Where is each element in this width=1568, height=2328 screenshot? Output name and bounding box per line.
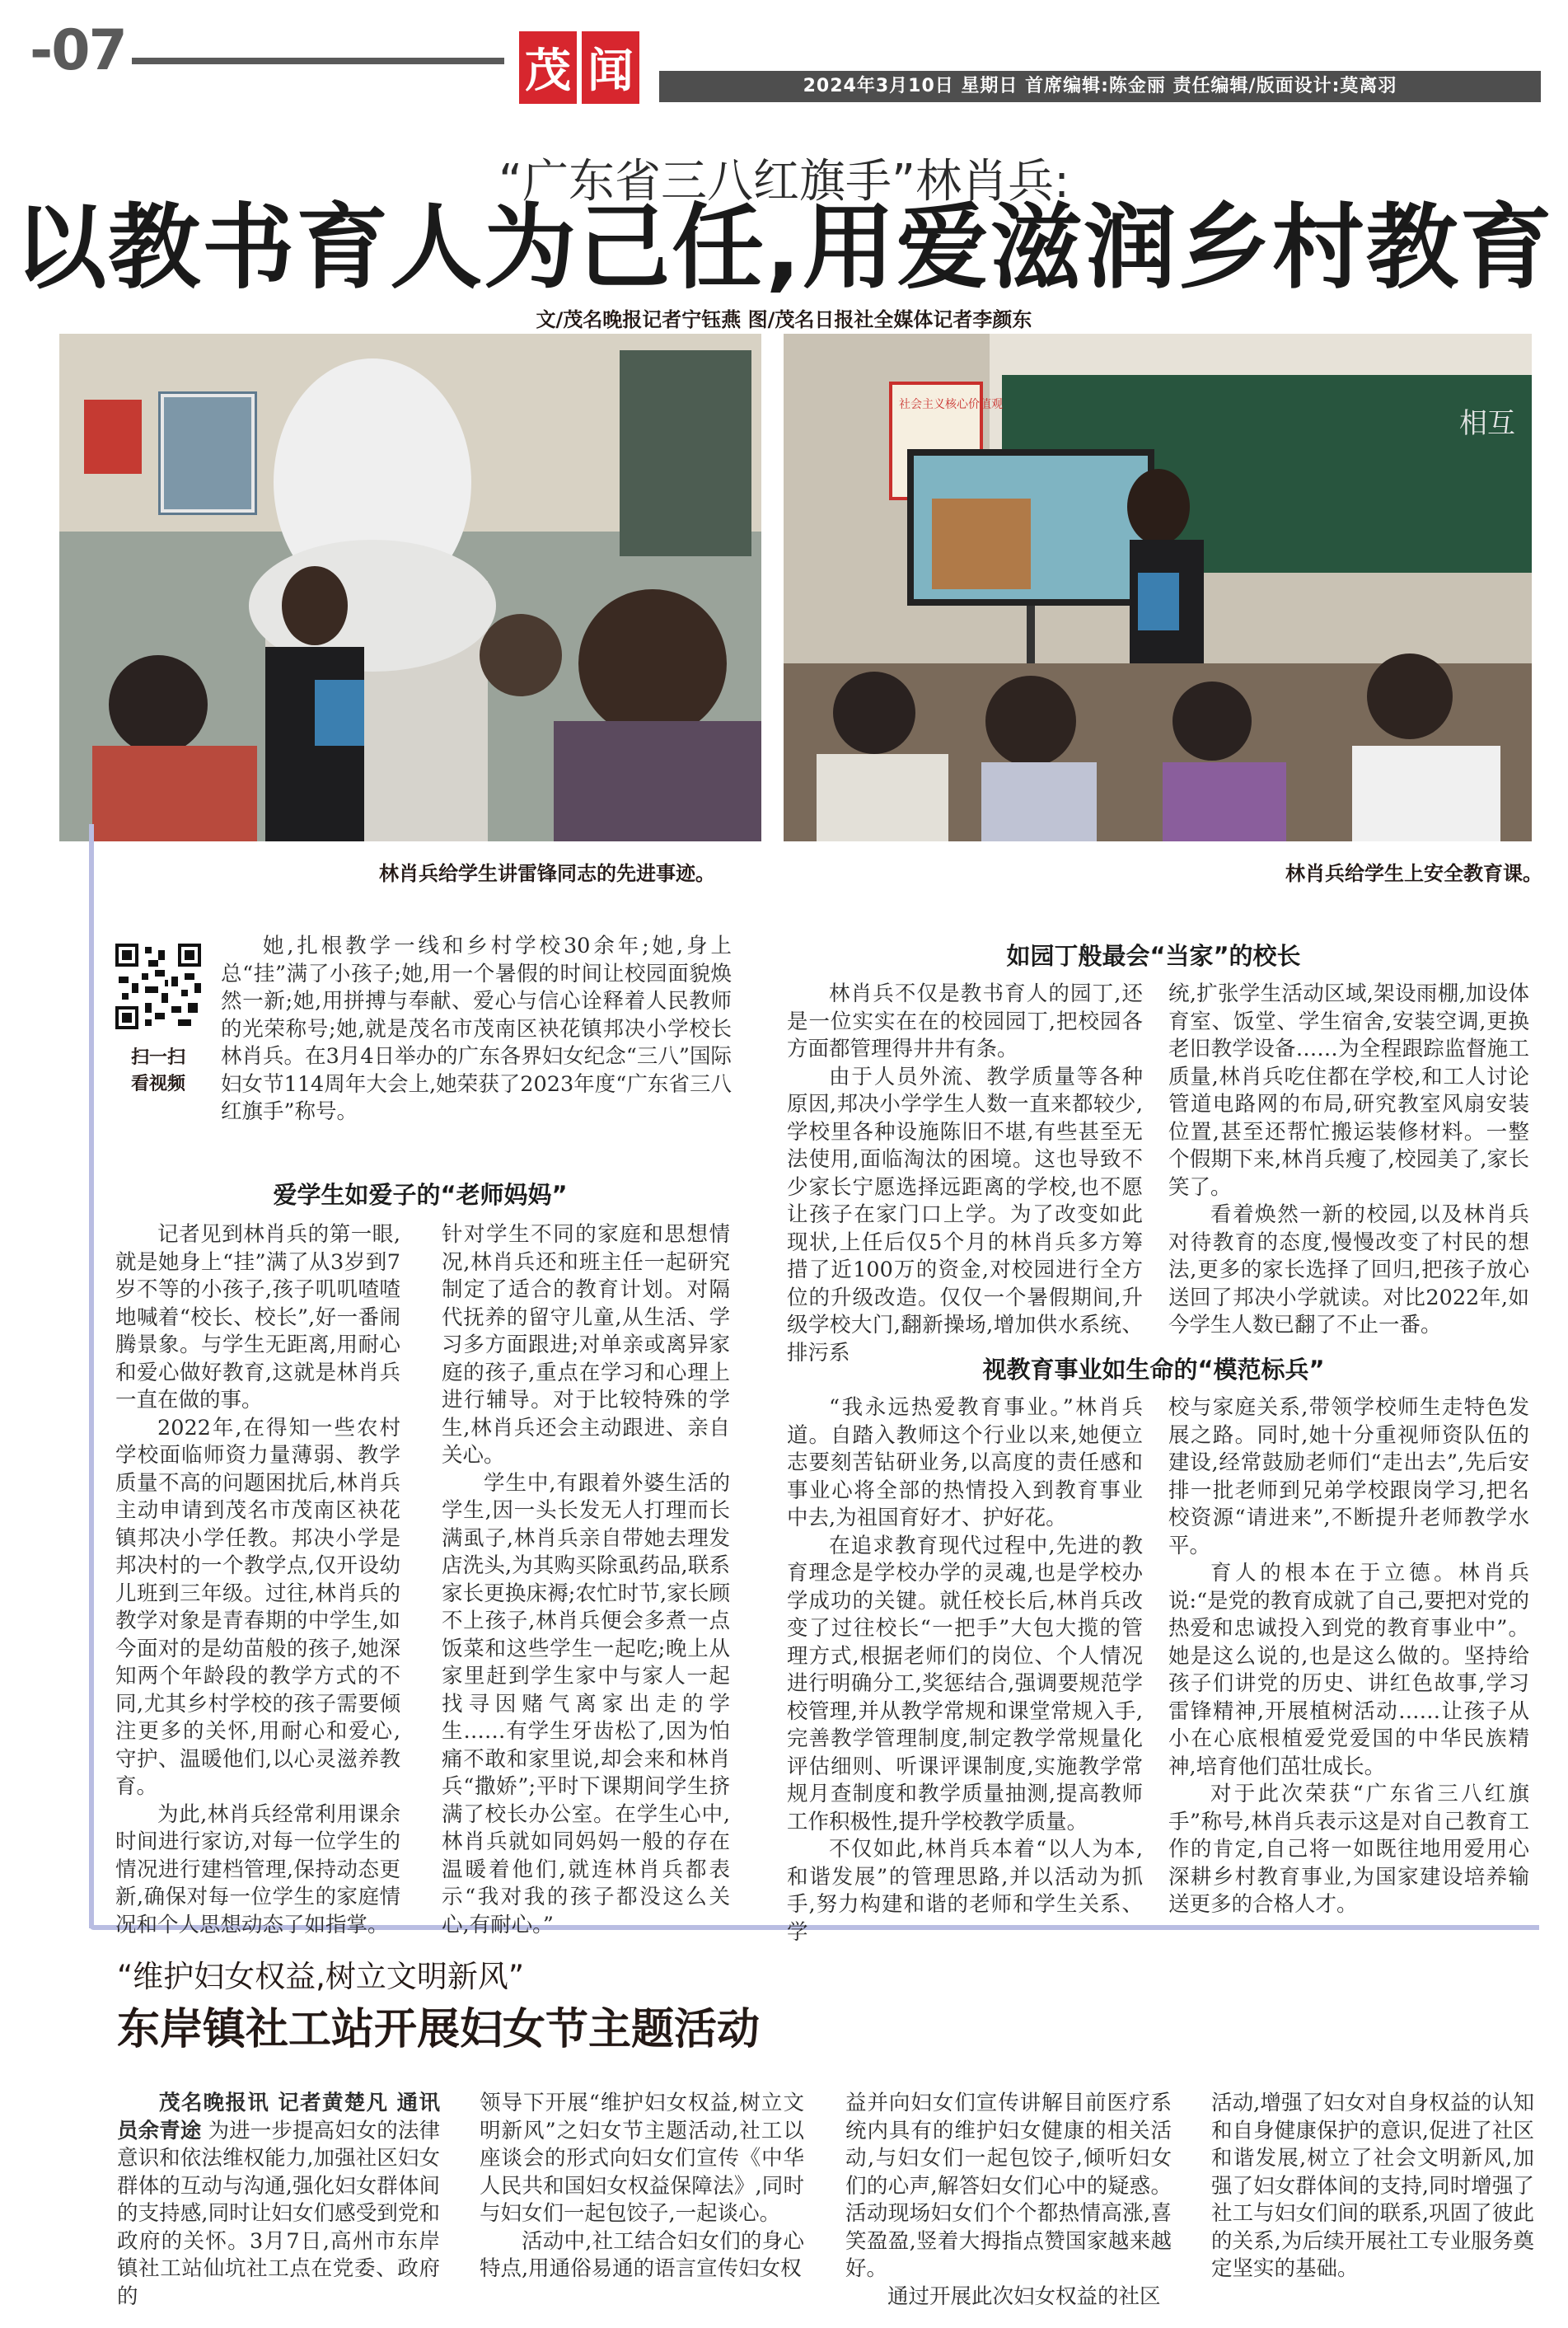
section-2-col-2 (1168, 981, 1529, 1340)
paragraph: 活动,增强了妇女对自身权益的认知和自身健康保护的意识,促进了社区和谐发展,树立了社会文明新风,加强了妇女群体间的支持,同时增强了社工与妇女们间的联系,巩固了彼此的关系,为后续开展社工专业服务奠定坚实的基础。 (1211, 2091, 1534, 2281)
intro-paragraph (221, 933, 732, 1127)
second-story-col-1 (117, 2090, 440, 2311)
intro-text: 她,扎根教学一线和乡村学校30余年;她,身上总“挂”满了小孩子;她,用一个暑假的时间让校园面貌焕然一新;她,用拼搏与奉献、爱心与信心诠释着人民教师的光荣称号;她,就是茂名市茂南区袂花镇邦决小学校长林肖兵。在3月4日举办的广东各界妇女纪念“三八”国际妇女节114周年大会上,她荣获了2023年度“广东省三八红旗手”称号。 (221, 934, 732, 1124)
story-headline: 以教书育人为己任,用爱滋润乡村教育 (14, 194, 1554, 302)
section-1-col-2 (442, 1221, 730, 1939)
page-number: -07 (30, 18, 126, 83)
photo-right-caption: 林肖兵给学生上安全教育课。 (1285, 862, 1542, 885)
paragraph: 2022年,在得知一些农村学校面临师资力量薄弱、教学质量不高的问题困扰后,林肖兵主动申请到茂名市茂南区袂花镇邦决小学任教。邦决小学是邦决村的一个教学点,仅开设幼儿班到三年级。过往,林肖兵的教学对象是青春期的中学生,如今面对的是幼苗般的孩子,她深知两个年龄段的教学方式的不同,尤其乡村学校的孩子需要倾注更多的关怀,用耐心和爱心,守护、温暖他们,以心灵滋养教育。 (115, 1415, 400, 1799)
second-story-col-3 (845, 2090, 1172, 2311)
masthead-rule (132, 58, 504, 64)
photo-left (59, 334, 761, 841)
paragraph: 不仅如此,林肖兵本着“以人为本,和谐发展”的管理思路,并以活动为抓手,努力构建和谐的老师和学生关系、学 (787, 1837, 1143, 1945)
story-kicker: “广东省三八红旗手”林肖兵: (498, 155, 1070, 208)
qr-code[interactable] (115, 944, 201, 1029)
section-2-subhead: 如园丁般最会“当家”的校长 (1006, 942, 1301, 970)
paragraph: 领导下开展“维护妇女权益,树立文明新风”之妇女节主题活动,社工以座谈会的形式向妇女们宣传《中华人民共和国妇女权益保障法》,同时与妇女们一起包饺子,一起谈心。 (480, 2091, 804, 2226)
section-1-subhead: 爱学生如爱子的“老师妈妈” (273, 1181, 568, 1209)
paragraph: 在追求教育现代过程中,先进的教育理念是学校办学的灵魂,也是学校办学成功的关键。就任校长后,林肖兵改变了过往校长“一把手”大包大揽的管理方式,根据老师们的岗位、个人情况进行明确分工,奖惩结合,强调要规范学校管理,并从教学常规和课堂常规入手,完善教学管理制度,制定教学常规量化评估细则、听课评课制度,实施教学常规月查制度和教学质量抽测,提高教师工作积极性,提升学校教学质量。 (787, 1533, 1143, 1834)
second-story-headline: 东岸镇社工站开展妇女节主题活动 (117, 2005, 761, 2054)
section-3-col-2 (1168, 1394, 1529, 1919)
paragraph: 通过开展此次妇女权益的社区 (887, 2284, 1161, 2309)
qr-label (105, 1045, 211, 1098)
paragraph: 学生中,有跟着外婆生活的学生,因一头长发无人打理而长满虱子,林肖兵亲自带她去理发店洗头,为其购买除虱药品,联系家长更换床褥;农忙时节,家长顾不上孩子,林肖兵便会多煮一点饭菜和这些学生一起吃;晚上从家里赶到学生家中与家人一起找寻因赌气离家出走的学生……有学生牙齿松了,因为怕痛不敢和家里说,却会来和林肖兵“撒娇”;平时下课期间学生挤满了校长办公室。在学生心中,林肖兵就如同妈妈一般的存在温暖着他们,就连林肖兵都表示“我对我的孩子都没这么关心,有耐心。” (442, 1470, 730, 1937)
paragraph: 林肖兵不仅是教书育人的园丁,还是一位实实在在的校园园丁,把校园各方面都管理得井井有条。 (787, 981, 1143, 1061)
paragraph: 益并向妇女们宣传讲解目前医疗系统内具有的维护妇女健康的相关活动,与妇女们一起包饺子,倾听妇女们的心声,解答妇女们心中的疑惑。活动现场妇女们个个都热情高涨,喜笑盈盈,竖着大拇指点赞国家越来越好。 (845, 2091, 1172, 2281)
paragraph (117, 2090, 440, 2311)
article-frame-left (89, 824, 94, 1928)
second-story-lead: 茂名晚报讯 记者黄楚凡 通讯员余青途 (117, 2091, 440, 2143)
section-1-col-1 (115, 1221, 400, 1939)
section-3-col-1 (787, 1394, 1143, 1946)
paragraph: 育人的根本在于立德。林肖兵说:“是党的教育成就了自己,要把对党的热爱和忠诚投入到党的教育事业中”。她是这么说的,也是这么做的。坚持给孩子们讲党的历史、讲红色故事,学习雷锋精神,开展植树活动……让孩子从小在心底根植爱党爱国的中华民族精神,培育他们茁壮成长。 (1168, 1561, 1529, 1779)
board-slogan: 社会主义核心价值观 (899, 398, 1003, 411)
paragraph: 针对学生不同的家庭和思想情况,林肖兵还和班主任一起研究制定了适合的教育计划。对隔代抚养的留守儿童,从生活、学习多方面跟进;对单亲或离异家庭的孩子,重点在学习和心理上进行辅导。对于比较特殊的学生,林肖兵还会主动跟进、亲自关心。 (442, 1222, 730, 1468)
qr-label-line-1: 扫一扫 (130, 1047, 185, 1068)
paragraph: 统,扩张学生活动区域,架设雨棚,加设体育室、饭堂、学生宿舍,安装空调,更换老旧教学设备……为全程跟踪监督施工质量,林肖兵吃住都在学校,和工人讨论管道电路网的布局,研究教室风扇安装位置,甚至还帮忙搬运装修材料。一整个假期下来,林肖兵瘦了,校园美了,家长笑了。 (1168, 981, 1529, 1200)
second-story-kicker: “维护妇女权益,树立文明新风” (117, 1959, 525, 1994)
dateline: 2024年3月10日 星期日 首席编辑:陈金丽 责任编辑/版面设计:莫离羽 (803, 76, 1397, 96)
paragraph: 看着焕然一新的校园,以及林肖兵对待教育的态度,慢慢改变了村民的想法,更多的家长选择了回归,把孩子放心送回了邦决小学就读。对比2022年,如今学生人数已翻了不止一番。 (1168, 1202, 1529, 1337)
second-story-col1-text: 为进一步提高妇女的法律意识和依法维权能力,加强社区妇女群体的互动与沟通,强化妇女群体间的支持感,同时让妇女们感受到党和政府的关怀。3月7日,高州市东岸镇社工站仙坑社工点在党委、政府的 (117, 2118, 440, 2309)
section-logo-char-1: 茂 (519, 31, 577, 104)
second-story-col-4 (1211, 2090, 1534, 2284)
paragraph: 记者见到林肖兵的第一眼,就是她身上“挂”满了从3岁到7岁不等的小孩子,孩子叽叽喳喳地喊着“校长、校长”,好一番闹腾景象。与学生无距离,用耐心和爱心做好教育,这就是林肖兵一直在做的事。 (115, 1222, 400, 1412)
section-logo (519, 31, 643, 107)
paragraph: 由于人员外流、教学质量等各种原因,邦决小学学生人数一直来都较少,学校里各种设施陈旧不堪,有些甚至无法使用,面临淘汰的困境。这也导致不少家长宁愿选择远距离的学校,也不愿让孩子在家门口上学。为了改变如此现状,上任后仅5个月的林肖兵多方筹措了近100万的资金,对校园进行全方位的升级改造。仅仅一个暑假期间,升级学校大门,翻新操场,增加供水系统、排污系 (787, 1064, 1143, 1365)
second-story-col-2 (480, 2090, 804, 2284)
paragraph: 对于此次荣获“广东省三八红旗手”称号,林肖兵表示这是对自己教育工作的肯定,自己将一如既往地用爱用心深耕乡村教育事业,为国家建设培养输送更多的合格人才。 (1168, 1782, 1529, 1917)
photo-left-caption: 林肖兵给学生讲雷锋同志的先进事迹。 (379, 862, 715, 885)
paragraph: “我永远热爱教育事业。”林肖兵道。自踏入教师这个行业以来,她便立志要刻苦钻研业务,以高度的责任感和事业心将全部的热情投入到教育事业中去,为祖国育好才、护好花。 (787, 1395, 1143, 1530)
section-logo-char-2: 闻 (582, 31, 639, 104)
qr-label-line-2: 看视频 (130, 1074, 185, 1094)
section-2-col-1 (787, 981, 1143, 1367)
board-corner-chars: 相互 (1459, 407, 1515, 440)
paragraph: 为此,林肖兵经常利用课余时间进行家访,对每一位学生的情况进行建档管理,保持动态更新,确保对每一位学生的家庭情况和个人思想动态了如指掌。 (115, 1801, 400, 1937)
qr-code-icon (115, 944, 201, 1029)
photo-right (784, 334, 1532, 841)
paragraph: 活动中,社工结合妇女们的身心特点,用通俗易通的语言宣传妇女权 (480, 2228, 804, 2281)
paragraph: 校与家庭关系,带领学校师生走特色发展之路。同时,她十分重视师资队伍的建设,经常鼓励老师们“走出去”,先后安排一批老师到兄弟学校跟岗学习,把名校资源“请进来”,不断提升老师教学水平。 (1168, 1395, 1529, 1558)
story-byline: 文/茂名晚报记者宁钰燕 图/茂名日报社全媒体记者李颜东 (536, 308, 1032, 331)
section-3-subhead: 视教育事业如生命的“模范标兵” (982, 1356, 1325, 1384)
